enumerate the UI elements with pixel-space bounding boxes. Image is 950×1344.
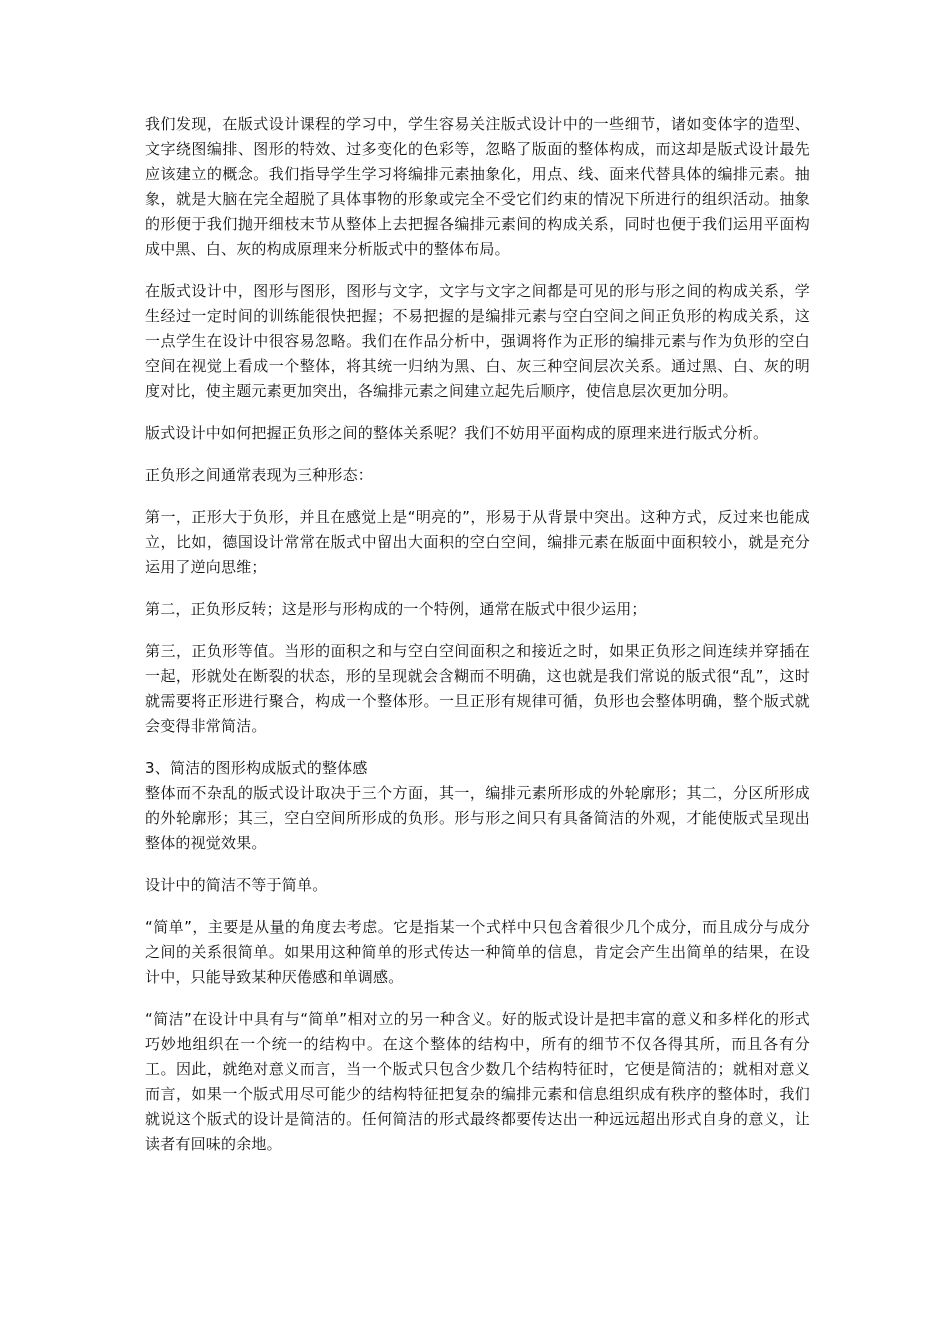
paragraph-simple: “简单”，主要是从量的角度去考虑。它是指某一个式样中只包含着很少几个成分，而且成分与成分之间的关系很简单。如果用这种简单的形式传达一种简单的信息，肯定会产生出简单的结果，在设计中，只能导致某种厌倦感和单调感。	[145, 918, 810, 986]
paragraph-overall: 整体而不杂乱的版式设计取决于三个方面，其一，编排元素所形成的外轮廓形；其二，分区所形成的外轮廓形；其三，空白空间所形成的负形。形与形之间只有具备简洁的外观，才能使版式呈现出整体的视觉效果。	[145, 784, 810, 852]
paragraph-positive-negative: 在版式设计中，图形与图形，图形与文字，文字与文字之间都是可见的形与形之间的构成关系，学生经过一定时间的训练能很快把握；不易把握的是编排元素与空白空间之间正负形的构成关系，这一点学生在设计中很容易忽略。我们在作品分析中，强调将作为正形的编排元素与作为负形的空白空间在视觉上看成一个整体，将其统一归纳为黑、白、灰三种空间层次关系。通过黑、白、灰的明度对比，使主题元素更加突出，各编排元素之间建立起先后顺序，使信息层次更加分明。	[145, 282, 810, 400]
paragraph-three-forms: 正负形之间通常表现为三种形态：	[145, 466, 374, 484]
paragraph-concise-not-simple: 设计中的简洁不等于简单。	[145, 876, 328, 894]
paragraph-third: 第三，正负形等值。当形的面积之和与空白空间面积之和接近之时，如果正负形之间连续并穿插在一起，形就处在断裂的状态，形的呈现就会含糊而不明确，这也就是我们常说的版式很“乱”，这时就需要将正形进行聚合，构成一个整体形。一旦正形有规律可循，负形也会整体明确，整个版式就会变得非常简洁。	[145, 642, 810, 735]
section-heading-3: 3、简洁的图形构成版式的整体感	[145, 759, 368, 777]
paragraph-concise: “简洁”在设计中具有与“简单”相对立的另一种含义。好的版式设计是把丰富的意义和多样化的形式巧妙地组织在一个统一的结构中。在这个整体的结构中，所有的细节不仅各得其所，而且各有分工。因此，就绝对意义而言，当一个版式只包含少数几个结构特征时，它便是简洁的；就相对意义而言，如果一个版式用尽可能少的结构特征把复杂的编排元素和信息组织成有秩序的整体时，我们就说这个版式的设计是简洁的。任何简洁的形式最终都要传达出一种远远超出形式自身的意义，让读者有回味的余地。	[145, 1010, 810, 1153]
document-body	[145, 112, 810, 1157]
paragraph-second: 第二，正负形反转；这是形与形构成的一个特例，通常在版式中很少运用；	[145, 600, 647, 618]
paragraph-question: 版式设计中如何把握正负形之间的整体关系呢？我们不妨用平面构成的原理来进行版式分析。	[145, 424, 769, 442]
paragraph-first: 第一，正形大于负形，并且在感觉上是“明亮的”，形易于从背景中突出。这种方式，反过来也能成立，比如，德国设计常常在版式中留出大面积的空白空间，编排元素在版面中面积较小，就是充分运用了逆向思维；	[145, 508, 810, 576]
paragraph-abstraction: 我们发现，在版式设计课程的学习中，学生容易关注版式设计中的一些细节，诸如变体字的造型、文字绕图编排、图形的特效、过多变化的色彩等，忽略了版面的整体构成，而这却是版式设计最先应该建立的概念。我们指导学生学习将编排元素抽象化，用点、线、面来代替具体的编排元素。抽象，就是大脑在完全超脱了具体事物的形象或完全不受它们约束的情况下所进行的组织活动。抽象的形便于我们抛开细枝末节从整体上去把握各编排元素间的构成关系，同时也便于我们运用平面构成中黑、白、灰的构成原理来分析版式中的整体布局。	[145, 115, 810, 258]
